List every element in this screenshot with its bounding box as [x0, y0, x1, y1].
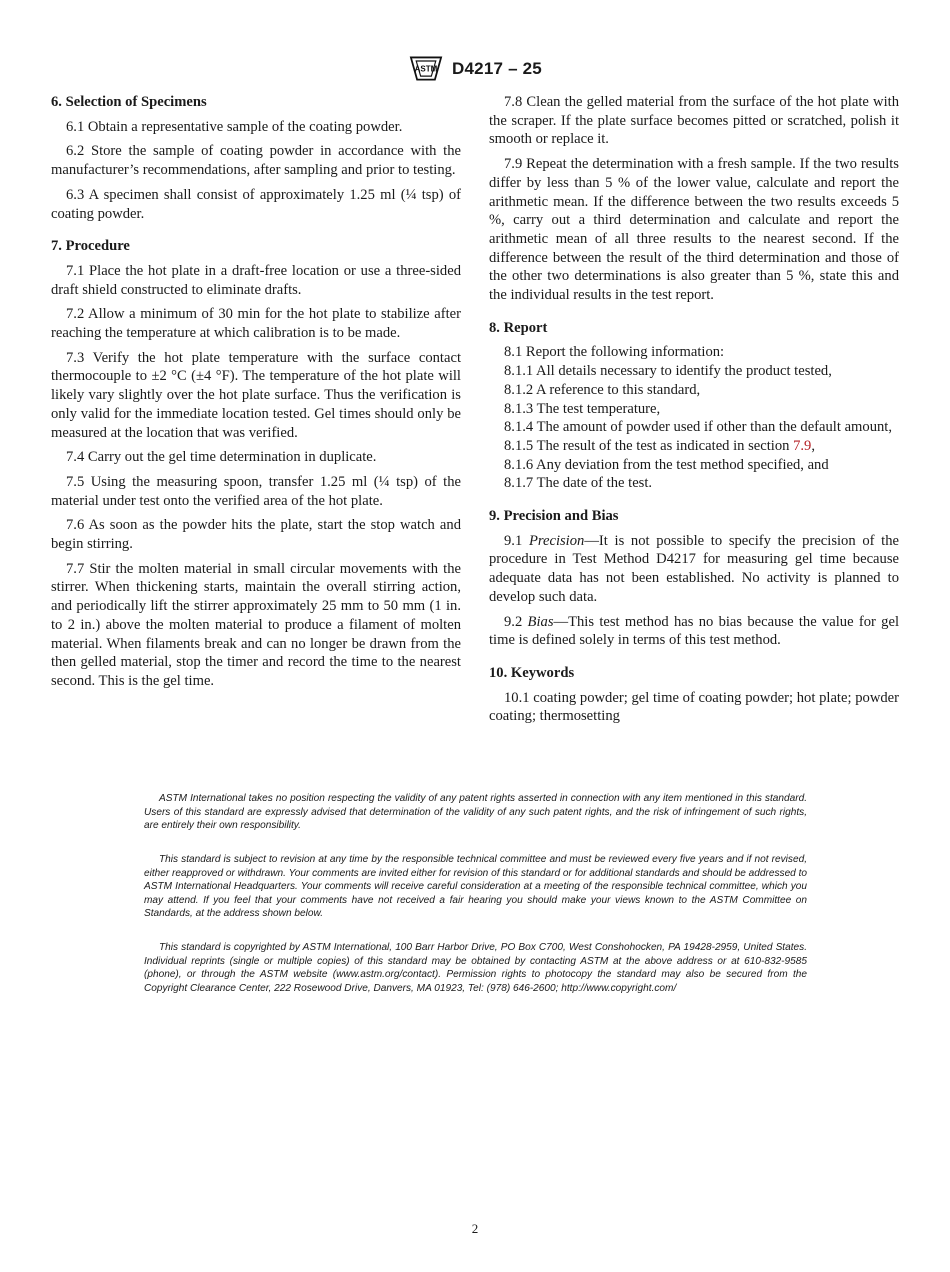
- logo-text: ASTM: [414, 64, 438, 74]
- para-7-5: 7.5 Using the measuring spoon, transfer 1.25 ml (¼ tsp) of the material under test onto the verified area of the hot plate.: [51, 473, 461, 509]
- document-designation: D4217 – 25: [452, 59, 542, 78]
- section-9-heading: 9. Precision and Bias: [489, 508, 619, 525]
- para-9-1-text: —It is not possible to specify the precision of the procedure in Test Method D4217 for measuring gel time because adequate data has not been established. No activity is planned to develop such data.: [489, 532, 900, 605]
- para-7-6: 7.6 As soon as the powder hits the plate, start the stop watch and begin stirring.: [51, 517, 461, 553]
- para-7-7: 7.7 Stir the molten material in small circular movements with the stirrer. When thickening starts, maintain the overall stirring action, and periodically lift the stirrer approximately 25 mm to 50 mm (1 in. to 2 in.) above the molten material to produce a filament of molten material. When filaments break and can no longer be drawn from the then gelled material, stop the timer and record the time to the nearest second. This is the gel time.: [51, 560, 461, 689]
- para-7-3: 7.3 Verify the hot plate temperature with the surface contact thermocouple to ±2 °C (±4 °F). The temperature of the hot plate will likely vary slightly over the hot plate surface. Thus the verification is only valid for the immediate location tested. Gel times should only be measured at the location that was verified.: [51, 349, 461, 441]
- para-9-2-text: —This test method has no bias because the value for gel time is defined solely in terms of this test method.: [489, 613, 899, 649]
- page-header: [0, 53, 950, 85]
- bias-term: Bias: [527, 613, 554, 630]
- section-7-9-link[interactable]: 7.9: [793, 437, 812, 454]
- item-8-1-5-text: 8.1.5 The result of the test as indicated in section: [504, 437, 794, 454]
- para-6-2: 6.2 Store the sample of coating powder in accordance with the manufacturer’s recommendations, after sampling and prior to testing.: [51, 143, 461, 179]
- para-7-1: 7.1 Place the hot plate in a draft-free location or use a three-sided draft shield constructed to eliminate drafts.: [51, 262, 461, 298]
- item-8-1-7: 8.1.7 The date of the test.: [504, 475, 653, 492]
- para-7-8: 7.8 Clean the gelled material from the surface of the hot plate with the scraper. If the plate surface becomes pitted or scratched, polish it smooth or replace it.: [489, 94, 899, 148]
- page-number: 2: [471, 1221, 479, 1236]
- para-7-9: 7.9 Repeat the determination with a fresh sample. If the two results differ by less than 5 % of the lower value, calculate and report the arithmetic mean. If the difference between the two results exceeds 5 %, carry out a third determination and calculate and report the arithmetic mean of all three results to the nearest second. If the difference between the result of the third determination and those of the other two determinations is also greater than 5 %, state this and the individual results in the test report.: [489, 156, 899, 304]
- para-9-2: [489, 613, 899, 650]
- para-7-4: 7.4 Carry out the gel time determination in duplicate.: [66, 449, 377, 466]
- section-7-heading: 7. Procedure: [51, 238, 130, 255]
- section-6-heading: 6. Selection of Specimens: [51, 94, 207, 110]
- patent-notice: ASTM International takes no position respecting the validity of any patent rights asserted in connection with any item mentioned in this standard. Users of this standard are expressly advised that determination of the validity of any such patent rights, and the risk of infringement of such rights, are entirely their own responsibility.: [144, 793, 807, 832]
- item-8-1-5-comma: ,: [811, 437, 816, 454]
- section-10-heading: 10. Keywords: [489, 664, 575, 681]
- item-8-1-6: 8.1.6 Any deviation from the test method specified, and: [504, 456, 829, 473]
- para-9-1-number: 9.1: [504, 532, 529, 549]
- astm-logo-icon: [408, 53, 444, 85]
- item-8-1-1: 8.1.1 All details necessary to identify the product tested,: [504, 363, 832, 380]
- para-6-3: 6.3 A specimen shall consist of approximately 1.25 ml (¼ tsp) of coating powder.: [51, 186, 461, 222]
- para-9-1: [489, 532, 899, 607]
- para-7-2: 7.2 Allow a minimum of 30 min for the hot plate to stabilize after reaching the temperature at which calibration is to be made.: [51, 306, 461, 342]
- item-8-1-2: 8.1.2 A reference to this standard,: [504, 381, 701, 398]
- right-column: [489, 93, 899, 732]
- item-8-1-5: [489, 437, 899, 456]
- precision-term: Precision: [528, 532, 585, 549]
- left-column: [51, 93, 461, 697]
- para-9-2-number: 9.2: [504, 613, 528, 630]
- revision-notice: This standard is subject to revision at any time by the responsible technical committee and must be reviewed every five years and if not revised, either reapproved or withdrawn. Your comments are invited either for revision of this standard or for additional standards and should be addressed to ASTM International Headquarters. Your comments will receive careful consideration at a meeting of the responsible technical committee, which you may attend. If you feel that your comments have not received a fair hearing you should make your views known to the ASTM Committee on Standards, at the address shown below.: [144, 854, 808, 920]
- para-10-1: 10.1 coating powder; gel time of coating powder; hot plate; powder coating; thermosetting: [489, 689, 899, 725]
- item-8-1-3: 8.1.3 The test temperature,: [504, 400, 661, 417]
- section-8-heading: 8. Report: [489, 319, 548, 336]
- item-8-1-4: 8.1.4 The amount of powder used if other than the default amount,: [504, 419, 892, 436]
- para-6-1: 6.1 Obtain a representative sample of the coating powder.: [66, 118, 403, 135]
- para-8-1: 8.1 Report the following information:: [504, 344, 725, 361]
- copyright-notice: This standard is copyrighted by ASTM International, 100 Barr Harbor Drive, PO Box C700, West Conshohocken, PA 19428-2959, United States. Individual reprints (single or multiple copies) of this standard may be obtained by contacting ASTM at the above address or at 610-832-9585 (phone), or through the ASTM website (www.astm.org/contact). Permission rights to photocopy the standard may also be secured from the Copyright Clearance Center, 222 Rosewood Drive, Danvers, MA 01923, Tel: (978) 646-2600; http://www.copyright.com/: [144, 942, 807, 994]
